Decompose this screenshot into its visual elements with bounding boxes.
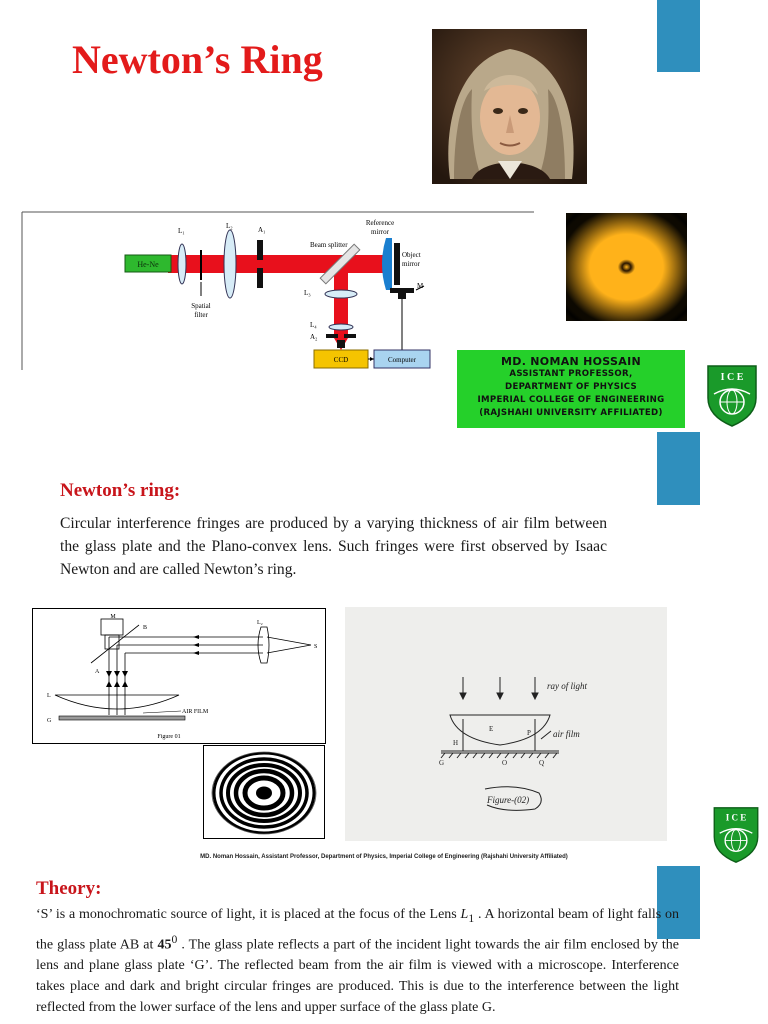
- author-role: ASSISTANT PROFESSOR,: [509, 369, 633, 379]
- spatial-filter-label: filter: [194, 311, 208, 319]
- theory-text: . A horizontal beam of light falls on the glass plate AB at: [36, 907, 680, 953]
- beam-splitter-label: Beam splitter: [310, 241, 348, 249]
- decorative-tab: [657, 432, 700, 505]
- reference-mirror-label: mirror: [371, 228, 389, 236]
- lens-symbol: L: [460, 907, 469, 922]
- figure-caption: Figure-(02): [487, 795, 530, 805]
- g-label: G: [47, 718, 52, 724]
- logo-text: I C E: [725, 812, 747, 823]
- air-film-label: air film: [553, 729, 580, 739]
- fringe-photo: [566, 213, 687, 321]
- a2-label: A₂: [310, 333, 318, 341]
- l2-label: L₂: [257, 620, 263, 626]
- spatial-filter-label: Spatial: [191, 302, 211, 310]
- author-card: [457, 350, 685, 428]
- object-mirror-label: Object: [402, 251, 421, 259]
- s-label: S: [314, 644, 318, 650]
- page-title: Newton’s Ring: [72, 37, 323, 82]
- object-mirror-label: mirror: [402, 260, 420, 268]
- m-label: M: [417, 282, 424, 290]
- ccd-label: CCD: [333, 356, 349, 364]
- he-ne-label: He-Ne: [137, 260, 159, 269]
- decorative-tab: [657, 0, 700, 72]
- theory-paragraph: [36, 904, 679, 1018]
- l-label: L: [47, 693, 51, 699]
- ray-of-light-label: ray of light: [547, 681, 587, 691]
- l4-label: L₄: [310, 321, 317, 329]
- o-label: O: [502, 759, 508, 767]
- m-label: M: [110, 614, 116, 620]
- p-label: P: [527, 729, 531, 737]
- l1-label: L₁: [178, 227, 185, 235]
- theory-heading: Theory:: [36, 878, 102, 899]
- theory-text: ‘S’ is a monochromatic source of light, it is placed at the focus of the Lens: [36, 907, 461, 922]
- l3-label: L₃: [304, 289, 311, 297]
- angle-value: 45: [157, 937, 172, 953]
- newton-portrait: [432, 29, 587, 184]
- air-film-label: AIR FILM: [182, 709, 209, 715]
- q-label: Q: [539, 759, 545, 767]
- author-name: MD. NOMAN HOSSAIN: [501, 355, 641, 368]
- g-label: G: [439, 759, 445, 767]
- author-affiliation: (RAJSHAHI UNIVERSITY AFFILIATED): [479, 408, 663, 418]
- ice-logo: [706, 364, 758, 428]
- figure-caption: Figure 01: [157, 734, 181, 740]
- section-paragraph: Circular interference fringes are produced by a varying thickness of air film between the glass plate and the Plano-convex lens. Such fringes were first observed by Isaac Newton and are called Newton’s ring.: [60, 515, 607, 578]
- computer-label: Computer: [388, 356, 416, 364]
- logo-text: I C E: [720, 372, 744, 383]
- angle-degree: 0: [171, 932, 178, 946]
- e-label: E: [489, 725, 494, 733]
- lens-subscript: 1: [468, 911, 475, 925]
- l2-label: L₂: [226, 222, 233, 230]
- figure-01: [32, 608, 326, 744]
- theory-text: . The glass plate reflects a part of the incident light towards the air film enclosed by the lens and plane glass plate ‘G’. The reflected beam from the air film is viewed with a microscope. Interference takes place and dark and bright circular fringes are produced. This is due to the interference between the light reflected from the lower surface of the lens and upper surface of the glass plate G.: [36, 937, 680, 1016]
- reference-mirror-label: Reference: [365, 219, 395, 227]
- h-label: H: [453, 739, 459, 747]
- newton-rings-image: [203, 745, 325, 839]
- section-heading: Newton’s ring:: [60, 480, 181, 501]
- b-label: B: [143, 625, 148, 631]
- a-label: A: [95, 669, 100, 675]
- figure-02-sketch: [345, 607, 667, 841]
- footer-credit: MD. Noman Hossain, Assistant Professor, Department of Physics, Imperial College of Engineering (Rajshahi University Affiliated): [200, 854, 568, 860]
- a1-label: A₁: [258, 226, 266, 234]
- author-college: IMPERIAL COLLEGE OF ENGINEERING: [477, 395, 665, 405]
- author-department: DEPARTMENT OF PHYSICS: [505, 382, 637, 392]
